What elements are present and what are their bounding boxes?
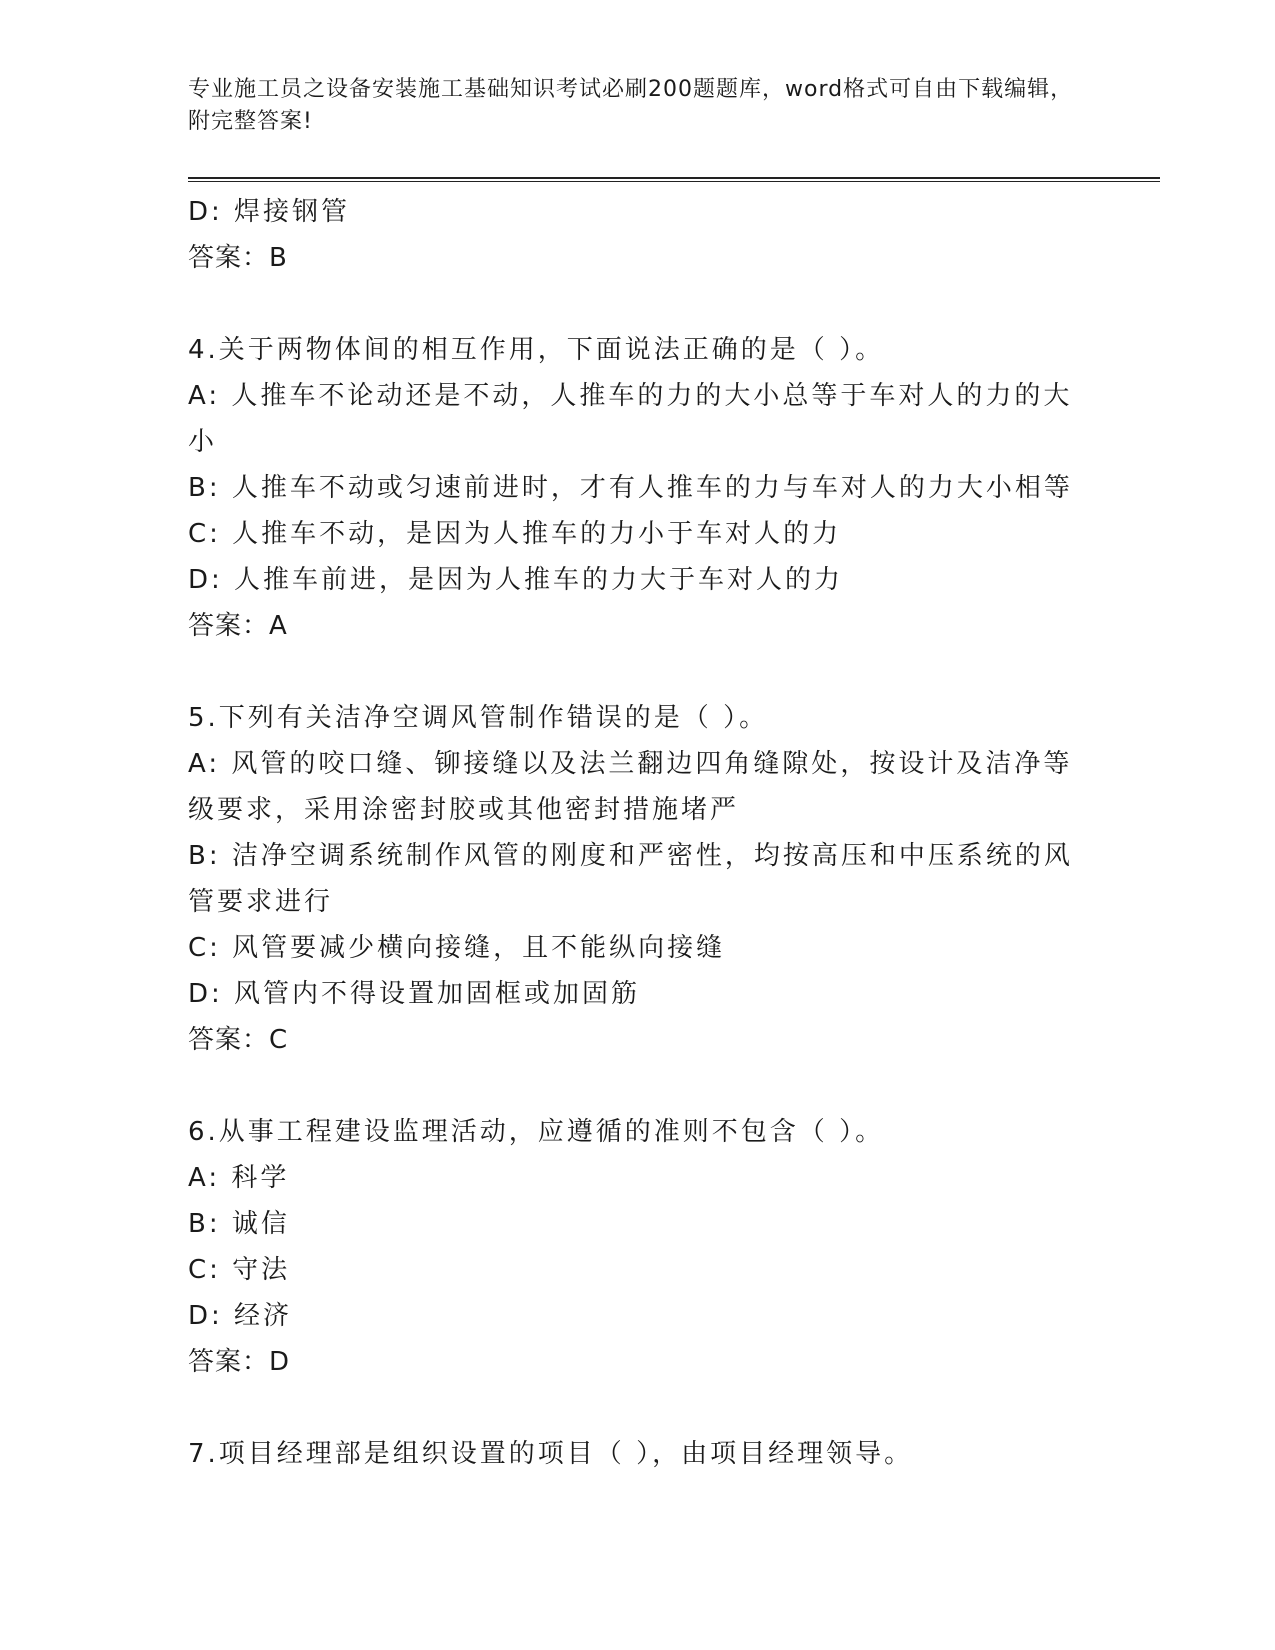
option-d: D: 人推车前进，是因为人推车的力大于车对人的力: [188, 565, 844, 595]
answer-line: 答案：A: [188, 611, 288, 641]
answer-line: 答案：C: [188, 1025, 289, 1055]
option-d: D: 经济: [188, 1301, 293, 1331]
option-b: B: 诚信: [188, 1209, 290, 1239]
option-c: C: 守法: [188, 1255, 291, 1285]
spacer: [188, 281, 1088, 327]
option-d: D: 焊接钢管: [188, 197, 351, 227]
question-block: [188, 189, 1088, 281]
option-a: A: 科学: [188, 1163, 290, 1193]
option-d: D: 风管内不得设置加固框或加固筋: [188, 979, 641, 1009]
question-block: [188, 1109, 1088, 1385]
question-block: [188, 327, 1088, 649]
question-prompt: 4.关于两物体间的相互作用，下面说法正确的是（ ）。: [188, 335, 885, 365]
answer-line: 答案：B: [188, 243, 288, 273]
spacer: [188, 649, 1088, 695]
question-prompt: 6.从事工程建设监理活动，应遵循的准则不包含（ ）。: [188, 1117, 885, 1147]
option-a: A: 风管的咬口缝、铆接缝以及法兰翻边四角缝隙处，按设计及洁净等级要求，采用涂密封胶或其他密封措施堵严: [188, 749, 1073, 825]
option-b: B: 人推车不动或匀速前进时，才有人推车的力与车对人的力大小相等: [188, 473, 1073, 503]
option-b: B: 洁净空调系统制作风管的刚度和严密性，均按高压和中压系统的风管要求进行: [188, 841, 1073, 917]
header-divider: [188, 177, 1160, 182]
question-prompt: 5.下列有关洁净空调风管制作错误的是（ ）。: [188, 703, 769, 733]
question-list: [188, 189, 1088, 1477]
question-block: [188, 1431, 1088, 1477]
question-prompt: 7.项目经理部是组织设置的项目（ ），由项目经理领导。: [188, 1439, 914, 1469]
option-c: C: 风管要减少横向接缝，且不能纵向接缝: [188, 933, 726, 963]
page-header: 专业施工员之设备安装施工基础知识考试必刷200题题库，word格式可自由下载编辑，附完整答案!: [188, 77, 1074, 134]
spacer: [188, 1385, 1088, 1431]
option-a: A: 人推车不论动还是不动，人推车的力的大小总等于车对人的力的大小: [188, 381, 1073, 457]
spacer: [188, 1063, 1088, 1109]
question-block: [188, 695, 1088, 1063]
answer-line: 答案：D: [188, 1347, 291, 1377]
option-c: C: 人推车不动，是因为人推车的力小于车对人的力: [188, 519, 842, 549]
